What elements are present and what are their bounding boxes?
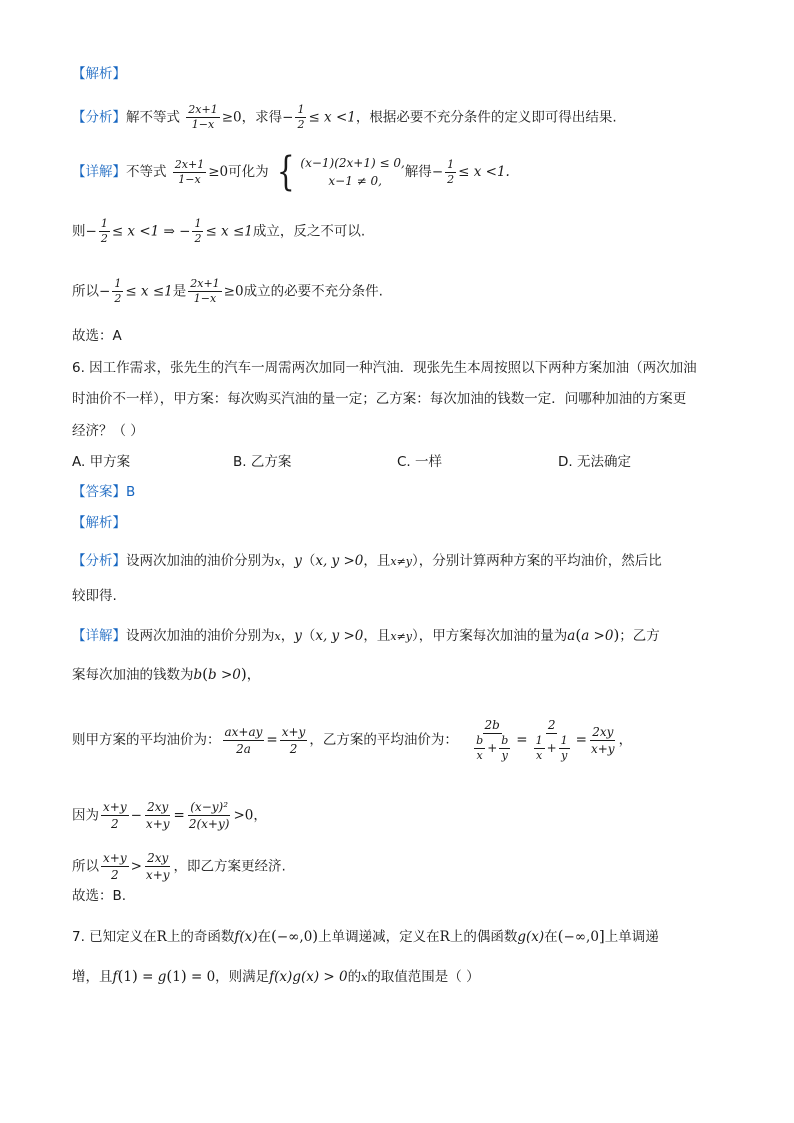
analysis-6-line-1: 【分析】设两次加油的油价分别为x，y（x, y >0，且x≠y），分别计算两种方案的平均油价，然后比 <box>72 553 662 569</box>
analysis-line: 【分析】解不等式 $\frac{2x+1}{1-x}$ ≥0，求得− $\frac{1}{2}$ ≤ x <1，根据必要不充分条件的定义即可得出结果. <box>72 103 617 131</box>
option-d: D. 无法确定 <box>558 454 631 470</box>
analysis-6-line-2: 较即得. <box>72 588 117 604</box>
option-a: A. 甲方案 <box>72 454 131 470</box>
answer-6: 【答案】B <box>72 484 136 500</box>
answer-choice-6: 故选：B. <box>72 888 127 904</box>
question-7-line-2: 增，且f(1) = g(1) = 0，则满足f(x)g(x) > 0的x的取值范围是（ ） <box>72 967 480 985</box>
implication-line: 则− $\frac{1}{2}$ ≤ x <1 ⇒ − $\frac{1}{2}$ ≤ x ≤1成立，反之不可以. <box>72 217 366 245</box>
average-price-line: 则甲方案的平均油价为： $\frac{ax+ay}{2a}$ = $\frac{x+y}{2}$ ，乙方案的平均油价为： 2b $\frac{b}{x}$ + $\frac{b}{y}$ = 2 $\frac{1}{x}$ + $\frac{1}{y}$ = $\frac{2xy}{x+y}$ ， <box>72 718 633 762</box>
option-c: C. 一样 <box>397 454 443 470</box>
question-7-line-1: 7. 已知定义在R上的奇函数f(x)在(−∞,0)上单调递减，定义在R上的偶函数g(x)在(−∞,0]上单调递 <box>72 927 659 945</box>
jiexi-label: 【解析】 <box>72 66 126 82</box>
conclusion-6-line: 所以 $\frac{x+y}{2}$ > $\frac{2xy}{x+y}$ ，即乙方案更经济. <box>72 851 286 882</box>
question-6-line-1: 6. 因工作需求，张先生的汽车一周需两次加同一种汽油．现张先生本周按照以下两种方案加油（两次加油 <box>72 360 697 376</box>
detail-line: 【详解】不等式 $\frac{2x+1}{1-x}$ ≥0可化为 { (x−1)(2x+1) ≤ 0, x−1 ≠ 0, 解得− $\frac{1}{2}$ ≤ x <1. <box>72 149 510 195</box>
jiexi-label-6: 【解析】 <box>72 515 126 531</box>
conclusion-line: 所以− $\frac{1}{2}$ ≤ x ≤1是 $\frac{2x+1}{1-x}$ ≥0成立的必要不充分条件. <box>72 277 383 305</box>
detail-6-line-2: 案每次加油的钱数为b(b >0)， <box>72 665 261 683</box>
question-6-line-2: 时油价不一样），甲方案：每次购买汽油的量一定；乙方案：每次加油的钱数一定．问哪种加油的方案更 <box>72 391 687 407</box>
option-b: B. 乙方案 <box>233 454 292 470</box>
comparison-line: 因为 $\frac{x+y}{2}$ − $\frac{2xy}{x+y}$ = $\frac{\text{(x−y)²}}{2(x+y)}$ >0， <box>72 800 267 831</box>
question-6-line-3: 经济？（ ） <box>72 423 144 439</box>
answer-choice-5: 故选：A <box>72 328 122 344</box>
detail-6-line-1: 【详解】设两次加油的油价分别为x，y（x, y >0，且x≠y），甲方案每次加油的量为a(a >0)；乙方 <box>72 626 660 644</box>
